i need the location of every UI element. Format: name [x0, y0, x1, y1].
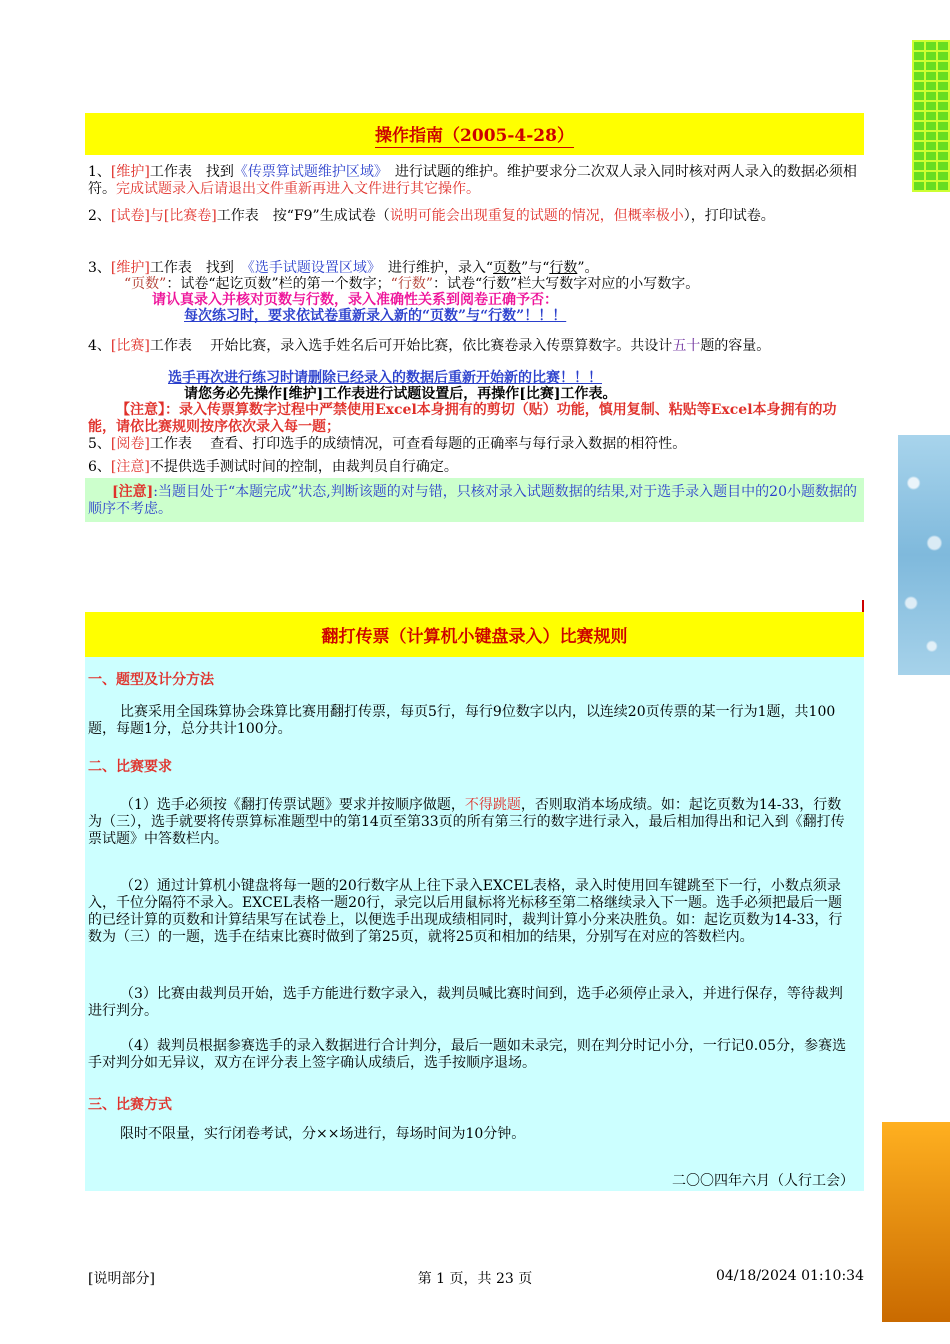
guide-item-4 [88, 338, 864, 355]
copy-paste-warning [88, 402, 864, 436]
delete-data-reminder-text: 选手再次进行练习时请删除已经录入的数据后重新开始新的比赛！！！ [168, 370, 602, 386]
item-text: ：试卷“行数”栏大写数字对应的小写数字。 [432, 276, 700, 292]
completion-note-box [85, 478, 864, 522]
footer-timestamp: 04/18/2024 01:10:34 [715, 1268, 864, 1284]
no-skip-emphasis: 不得跳题 [464, 797, 521, 813]
section-heading-format: 三、比赛方式 [88, 1097, 172, 1113]
note-text: :当题目处于“本题完成”状态,判断该题的对与错，只核对录入试题数据的结果,对于选手录入题目中的20小题数据的顺序不考虑。 [88, 484, 857, 517]
guide-item-3-detail [124, 276, 864, 293]
completion-note [88, 484, 860, 518]
area-link-player: 《选手试题设置区域》 [247, 260, 374, 276]
item-text: 工作表 按“F9”生成试卷（ [216, 208, 390, 224]
item-text: 进行维护，录入“ [373, 260, 494, 276]
signature-date: 二〇〇四年六月（人行工会） [672, 1173, 854, 1189]
verify-warning: 请认真录入并核对页数与行数，录入准确性关系到阅卷正确予否： [152, 292, 558, 308]
guide-title [85, 113, 864, 155]
practice-reminder [184, 308, 864, 325]
item-text: ：试卷“起讫页数”栏的第一个数字； [166, 276, 391, 292]
item-number: 3、 [88, 260, 111, 276]
sheet-tag-exam: [试卷]与[比赛卷] [110, 208, 217, 224]
sheet-tag-match: [比赛] [110, 338, 150, 354]
item-text: ”与“ [521, 260, 550, 276]
item-number: 2、 [88, 208, 111, 224]
section-heading-scoring: 一、题型及计分方法 [88, 672, 214, 688]
item-number: 6、 [88, 459, 111, 475]
sheet-tag-maintain: [维护] [110, 164, 150, 180]
guide-title-text: 操作指南（2005-4-28） [375, 121, 574, 148]
cell-marker [862, 600, 864, 612]
item-text: 工作表 查看、打印选手的成绩情况，可查看每题的正确率与每行录入数据的相符性。 [149, 436, 687, 452]
item-number: 1、 [88, 164, 111, 180]
guide-item-6 [88, 459, 864, 476]
requirement-text: （1）选手必须按《翻打传票试题》要求并按顺序做题， [120, 797, 465, 813]
item-text: 不提供选手测试时间的控制，由裁判员自行确定。 [149, 459, 458, 475]
item-text: 进行试题的维护。维护要求分二次双人录入同时核对两人录入的数据必须相符。 [88, 164, 857, 197]
pages-quote: “页数” [124, 276, 167, 292]
requirement-2: （2）通过计算机小键盘将每一题的20行数字从上往下录入EXCEL表格，录入时使用回车键跳至下一行，小数点须录入，千位分隔符不录入。EXCEL表格一题20行，录完以后用鼠标将光标移至第二格继续录入下一题。选手必须把最后一题的已经计算的页数和计算结果写在试卷上，以便选手出现成绩相同时，裁判计算小分来决胜负。如：起讫页数为14-33，行数为（三）的一题，选手在结束比赛时做到了第25页，就将25页和相加的结果，分别写在对应的答数栏内。 [88, 878, 843, 945]
area-link-maintain: 《传票算试题维护区域》 [233, 164, 381, 180]
sheet-tag-note: [注意] [110, 459, 150, 475]
item-text: ），打印试卷。 [683, 208, 775, 224]
item-number: 4、 [88, 338, 111, 354]
order-reminder: 请您务必先操作[维护]工作表进行试题设置后，再操作[比赛]工作表。 [184, 386, 617, 402]
sheet-tag-review: [阅卷] [110, 436, 150, 452]
item-warning-text: 完成试题录入后请退出文件重新再进入文件进行其它操作。 [116, 181, 480, 197]
brick-texture-decoration [912, 40, 950, 192]
sheet-tag-maintain: [维护] [110, 260, 150, 276]
footer-sheet-name: [说明部分] [88, 1271, 155, 1287]
item-number: 5、 [88, 436, 111, 452]
rules-title: 翻打传票（计算机小键盘录入）比赛规则 [85, 612, 864, 657]
requirement-text: ，否则取消本场成绩。如：起讫页数为14-33，行数为（三），选手就要将传票算标准题型中的第14页至第33页的所有第三行的数字进行录入，最后相加得出和记入到《翻打传票试题》中答数栏内。 [88, 797, 845, 847]
item-text: 题的容量。 [700, 338, 771, 354]
delete-data-reminder [168, 370, 864, 387]
requirement-4: （4）裁判员根据参赛选手的录入数据进行合计判分，最后一题如未录完，则在判分时记小分，一行记0.05分，参赛选手对判分如无异议，双方在评分表上签字确认成绩后，选手按顺序退场。 [88, 1038, 847, 1071]
guide-item-1 [88, 164, 864, 198]
section-heading-requirements: 二、比赛要求 [88, 759, 172, 775]
note-label: [注意] [112, 484, 154, 500]
guide-item-3 [88, 260, 864, 277]
orange-gradient-decoration [882, 1122, 950, 1322]
requirement-1 [88, 797, 852, 848]
warning-label: 【注意】： [116, 402, 179, 418]
item-text: 工作表 开始比赛，录入选手姓名后可开始比赛，依比赛卷录入传票算数字。共设计 [149, 338, 673, 354]
item-text: 工作表 找到 [149, 164, 234, 180]
footer-page-number: 第 1 页，共 23 页 [417, 1271, 533, 1287]
item-warning-text: 说明可能会出现重复的试题的情况，但概率极小 [389, 208, 684, 224]
requirement-3: （3）比赛由裁判员开始，选手方能进行数字录入，裁判员喊比赛时间到，选手必须停止录入，并进行保存，等待裁判进行判分。 [88, 986, 843, 1019]
warning-text: 录入传票算数字过程中严禁使用Excel本身拥有的剪切（贴）功能，慎用复制、粘贴等Excel本身拥有的功能，请依比赛规则按序依次录入每一题； [88, 402, 837, 435]
item-text: 工作表 找到 [149, 260, 248, 276]
guide-item-5 [88, 436, 864, 453]
capacity-number: 五十 [672, 338, 701, 354]
practice-reminder-text: 每次练习时，要求依试卷重新录入新的“页数”与“行数”！！！ [184, 308, 567, 324]
guide-item-2 [88, 208, 864, 225]
water-drop-texture-decoration [898, 435, 950, 675]
rows-quote: “行数” [390, 276, 433, 292]
pages-term: 页数 [493, 260, 522, 276]
rows-term: 行数 [549, 260, 578, 276]
item-text: ”。 [577, 260, 599, 276]
scoring-paragraph: 比赛采用全国珠算协会珠算比赛用翻打传票，每页5行，每行9位数字以内，以连续20页传票的某一行为1题，共100题，每题1分，总分共计100分。 [88, 704, 836, 737]
format-paragraph: 限时不限量，实行闭卷考试，分××场进行，每场时间为10分钟。 [120, 1126, 526, 1142]
